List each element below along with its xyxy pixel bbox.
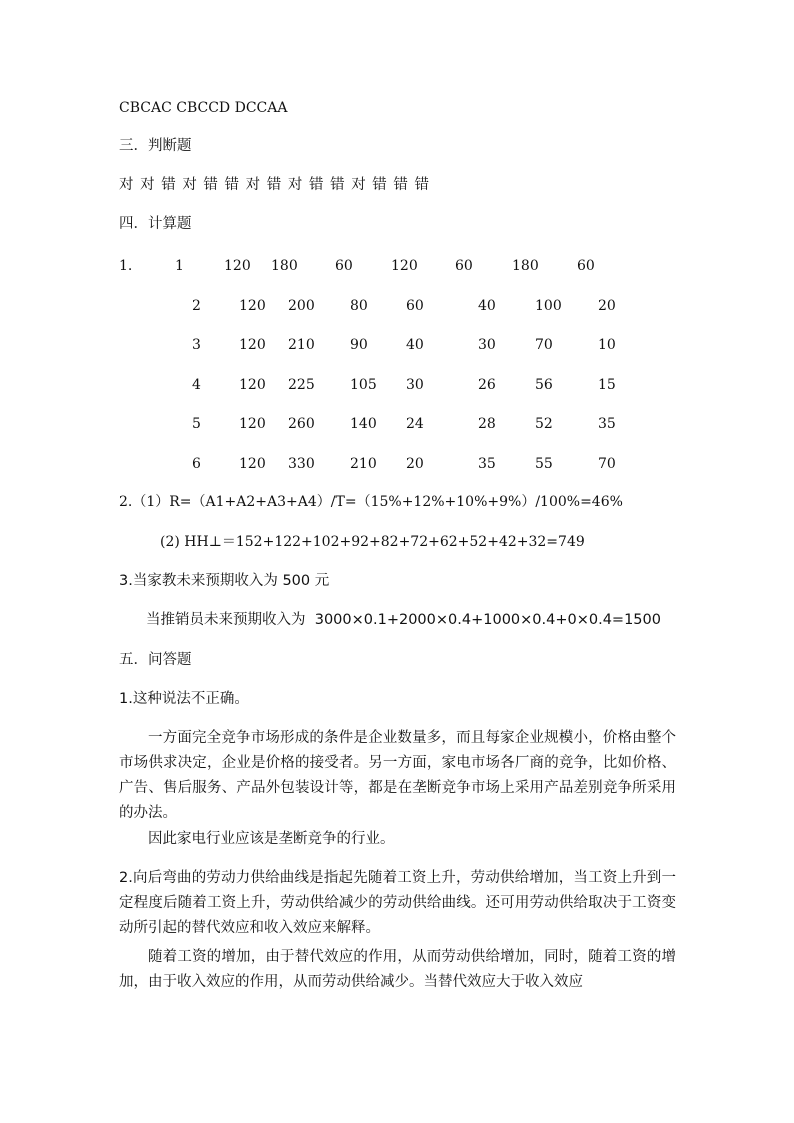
table-cell: 120 (239, 377, 266, 393)
table-cell: 26 (478, 377, 496, 393)
table-cell: 40 (406, 337, 424, 353)
table-cell: 52 (535, 416, 553, 432)
table-cell: 20 (598, 298, 616, 314)
table-cell: 330 (288, 456, 315, 472)
table-row-index: 1 (175, 258, 184, 274)
table-cell: 120 (239, 456, 266, 472)
table-cell: 140 (350, 416, 377, 432)
table-cell: 180 (271, 258, 298, 274)
table-cell: 120 (224, 258, 251, 274)
table-cell: 24 (406, 416, 424, 432)
section3-heading: 三．判断题 (119, 138, 192, 154)
table-cell: 60 (406, 298, 424, 314)
q1-title: 1.这种说法不正确。 (119, 691, 249, 707)
q3-line2: 当推销员未来预期收入为 3000×0.1+2000×0.4+1000×0.4+0×0.4=1500 (146, 612, 661, 628)
table-cell: 30 (478, 337, 496, 353)
q1-number: 1. (119, 258, 133, 274)
table-row-index: 5 (192, 416, 201, 432)
section4-heading: 四．计算题 (119, 216, 192, 232)
table-cell: 260 (288, 416, 315, 432)
table-cell: 210 (288, 337, 315, 353)
table-cell: 40 (478, 298, 496, 314)
table-cell: 56 (535, 377, 553, 393)
table-cell: 60 (455, 258, 473, 274)
table-cell: 60 (335, 258, 353, 274)
q2-part2: (2) HH⊥＝152+122+102+92+82+72+62+52+42+32=749 (160, 534, 585, 550)
table-cell: 20 (406, 456, 424, 472)
table-cell: 35 (478, 456, 496, 472)
table-cell: 180 (512, 258, 539, 274)
table-cell: 60 (577, 258, 595, 274)
table-cell: 80 (350, 298, 368, 314)
table-cell: 210 (350, 456, 377, 472)
table-cell: 10 (598, 337, 616, 353)
table-cell: 70 (598, 456, 616, 472)
q2-paragraph-2: 随着工资的增加，由于替代效应的作用，从而劳动供给增加，同时，随着工资的增加，由于收入效应的作用，从而劳动供给减少。当替代效应大于收入效应 (119, 949, 676, 990)
table-cell: 120 (239, 337, 266, 353)
choice-answers: CBCAC CBCCD DCCAA (119, 100, 288, 116)
table-row-index: 6 (192, 456, 201, 472)
table-row-index: 3 (192, 337, 201, 353)
q2-paragraph-1: 2.向后弯曲的劳动力供给曲线是指起先随着工资上升，劳动供给增加，当工资上升到一定程度后随着工资上升，劳动供给减少的劳动供给曲线。还可用劳动供给取决于工资变动所引起的替代效应和收入效应来解释。 (119, 870, 676, 936)
q1-paragraph-1: 一方面完全竞争市场形成的条件是企业数量多，而且每家企业规模小，价格由整个市场供求决定，企业是价格的接受者。另一方面，家电市场各厂商的竞争，比如价格、广告、售后服务、产品外包装设计等，都是在垄断竞争市场上采用产品差别竞争所采用的办法。 (119, 730, 676, 821)
table-cell: 225 (288, 377, 315, 393)
table-cell: 120 (239, 298, 266, 314)
table-cell: 120 (239, 416, 266, 432)
table-cell: 30 (406, 377, 424, 393)
table-cell: 200 (288, 298, 315, 314)
q1-paragraph-2: 因此家电行业应该是垄断竞争的行业。 (148, 831, 395, 847)
section5-heading: 五．问答题 (119, 652, 192, 668)
table-row-index: 2 (192, 298, 201, 314)
table-cell: 35 (598, 416, 616, 432)
q3-line1: 3.当家教未来预期收入为 500 元 (119, 573, 330, 589)
q2-part1: 2.（1）R=（A1+A2+A3+A4）/T=（15%+12%+10%+9%）/100%=46% (119, 494, 623, 510)
table-cell: 55 (535, 456, 553, 472)
table-cell: 28 (478, 416, 496, 432)
table-cell: 120 (391, 258, 418, 274)
table-cell: 90 (350, 337, 368, 353)
table-cell: 70 (535, 337, 553, 353)
table-cell: 15 (598, 377, 616, 393)
table-cell: 105 (350, 377, 377, 393)
table-row-index: 4 (192, 377, 201, 393)
table-cell: 100 (535, 298, 562, 314)
judgment-answers: 对 对 错 对 错 错 对 错 对 错 错 对 错 错 错 (119, 177, 431, 193)
